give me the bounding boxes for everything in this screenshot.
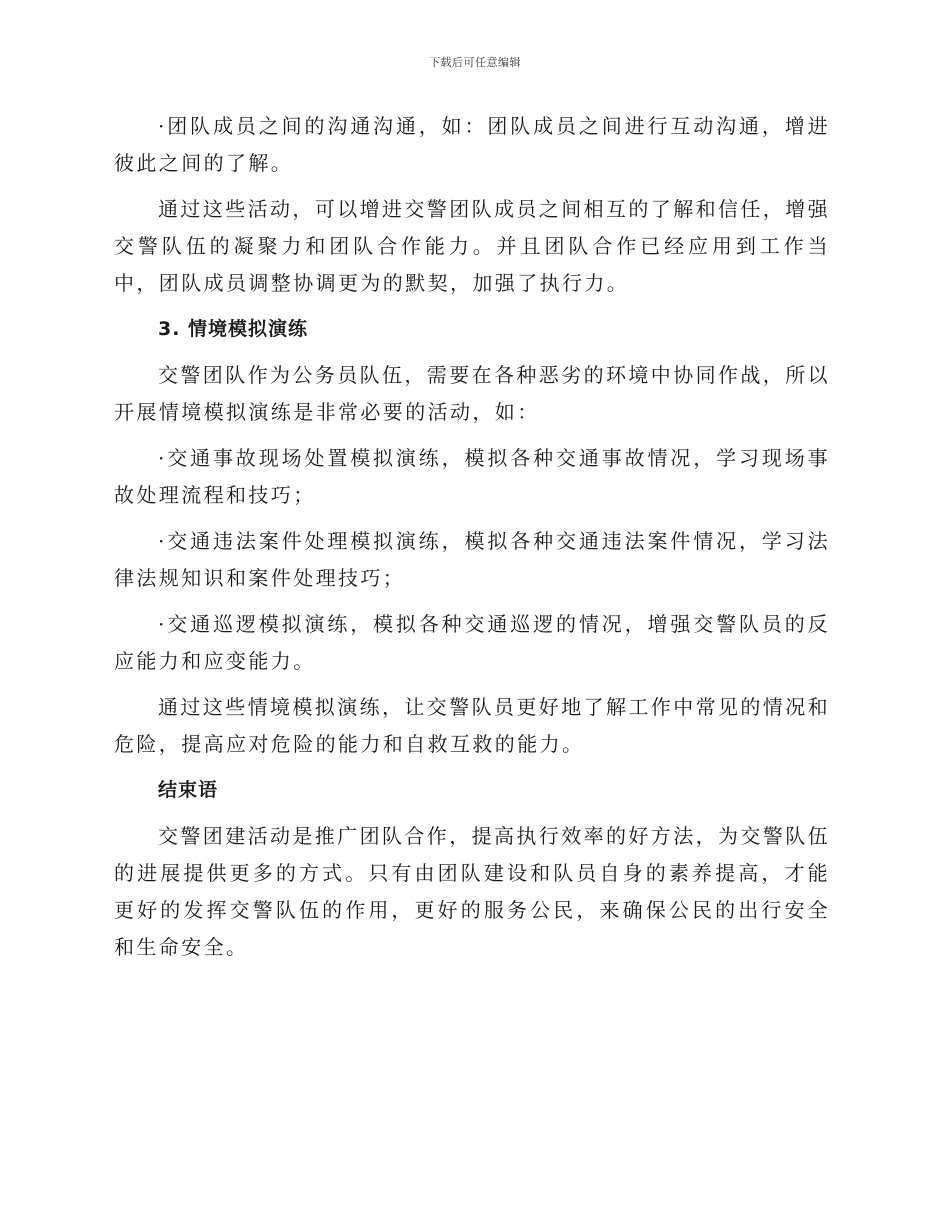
document-body <box>114 108 830 975</box>
page-header: 下载后可任意编辑 <box>429 56 521 69</box>
intro-simulation: 交警团队作为公务员队伍，需要在各种恶劣的环境中协同作战，所以开展情境模拟演练是非常必要的活动，如： <box>114 363 830 424</box>
conclusion-paragraph: 交警团建活动是推广团队合作，提高执行效率的好方法，为交警队伍的进展提供更多的方式。只有由团队建设和队员自身的素养提高，才能更好的发挥交警队伍的作用，更好的服务公民，来确保公民的出行安全和生命安全。 <box>114 824 830 959</box>
summary-simulation: 通过这些情境模拟演练，让交警队员更好地了解工作中常见的情况和危险，提高应对危险的能力和自救互救的能力。 <box>114 695 830 756</box>
section-3-heading: 3. 情境模拟演练 <box>158 318 309 340</box>
bullet-accident-drill: ·交通事故现场处置模拟演练，模拟各种交通事故情况，学习现场事故处理流程和技巧； <box>114 446 830 507</box>
conclusion-heading: 结束语 <box>158 779 219 801</box>
bullet-violation-drill: ·交通违法案件处理模拟演练，模拟各种交通违法案件情况，学习法律法规知识和案件处理技巧； <box>114 529 830 590</box>
summary-teamwork: 通过这些活动，可以增进交警团队成员之间相互的了解和信任，增强交警队伍的凝聚力和团队合作能力。并且团队合作已经应用到工作当中，团队成员调整协调更为的默契，加强了执行力。 <box>114 197 830 295</box>
bullet-communication: ·团队成员之间的沟通沟通，如：团队成员之间进行互动沟通，增进彼此之间的了解。 <box>114 114 830 175</box>
bullet-patrol-drill: ·交通巡逻模拟演练，模拟各种交通巡逻的情况，增强交警队员的反应能力和应变能力。 <box>114 612 830 673</box>
